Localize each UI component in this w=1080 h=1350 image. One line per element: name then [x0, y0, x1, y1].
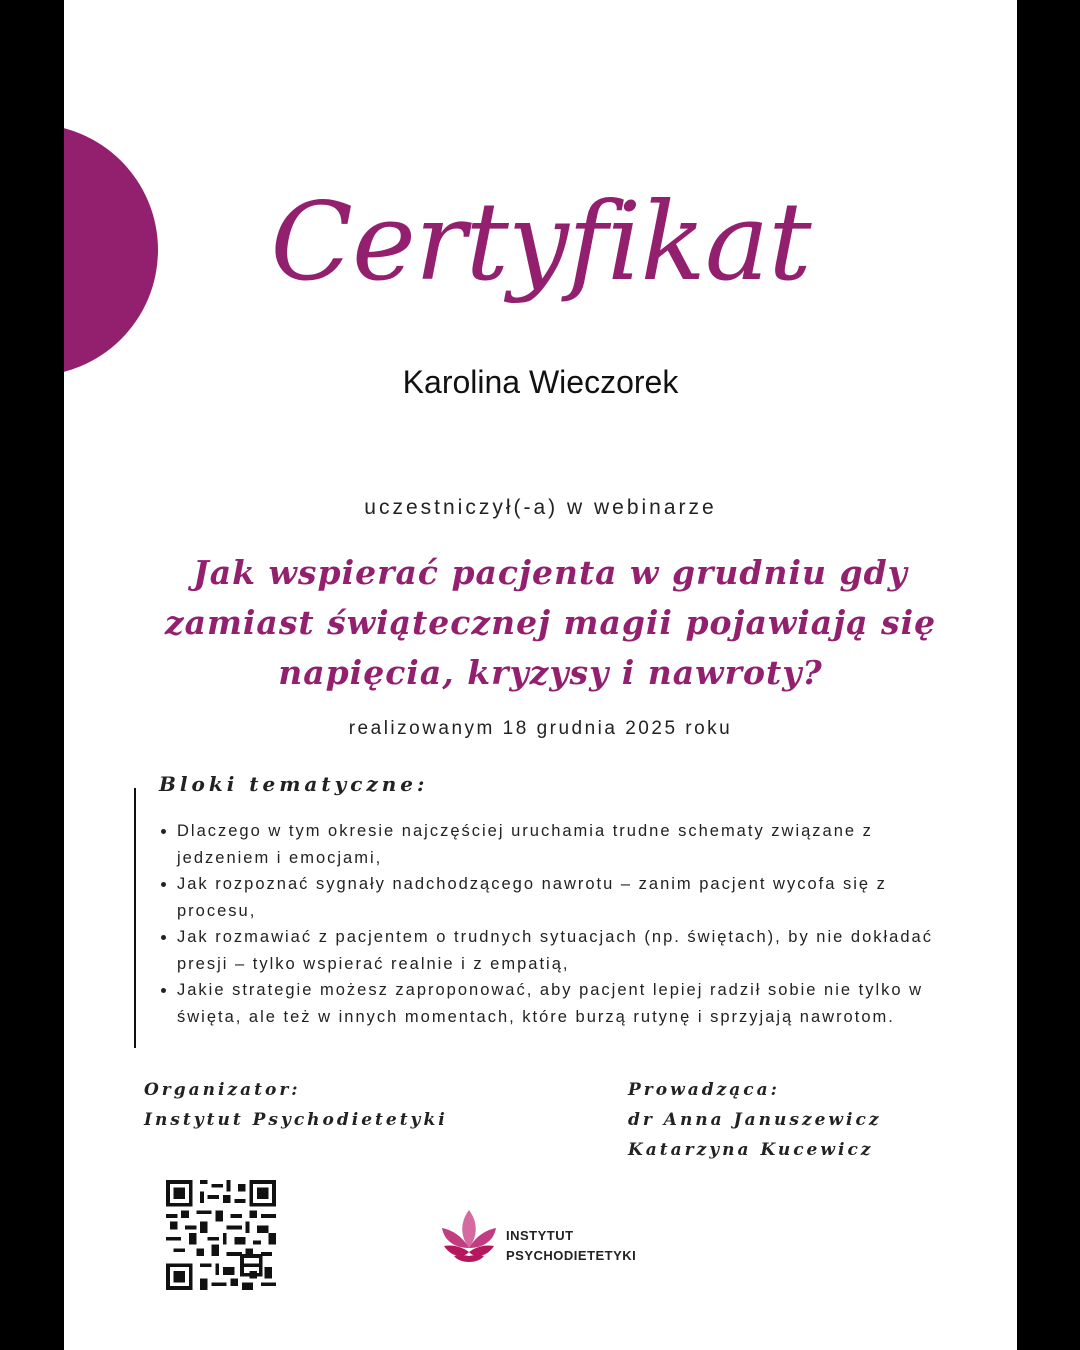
- organizer-name: Instytut Psychodietetyki: [144, 1110, 448, 1130]
- institute-logo: [438, 1206, 668, 1268]
- topics-divider: [134, 788, 136, 1048]
- organizer-block: [144, 1075, 448, 1135]
- lead-name: Katarzyna Kucewicz: [628, 1140, 874, 1160]
- lead-block: [628, 1075, 882, 1165]
- list-item: • Jak rozpoznać sygnały nadchodzącego nawrotu – zanim pacjent wycofa się z procesu,: [177, 871, 947, 924]
- recipient-name: Karolina Wieczorek: [402, 364, 679, 400]
- qr-code-icon[interactable]: [166, 1180, 276, 1290]
- certificate-page: [64, 0, 1017, 1350]
- logo-text: [506, 1226, 636, 1266]
- webinar-date: realizowanym 18 grudnia 2025 roku: [348, 718, 733, 739]
- organizer-label: Organizator:: [144, 1080, 301, 1100]
- webinar-title: Jak wspierać pacjenta w grudniu gdy zamiast świątecznej magii pojawiają się napięcia, kryzysy i nawroty?: [164, 553, 937, 692]
- certificate-title: Certyfikat: [270, 180, 811, 305]
- lotus-icon: [438, 1206, 500, 1268]
- topics-heading: Bloki tematyczne:: [159, 772, 429, 796]
- topics-list: [159, 818, 947, 1030]
- list-item: • Jakie strategie możesz zaproponować, aby pacjent lepiej radził sobie nie tylko w święta, ale też w innych momentach, które burzą rutynę i sprzyjają nawrotom.: [177, 977, 947, 1030]
- participation-text: uczestniczył(-a) w webinarze: [364, 496, 717, 519]
- lead-label: Prowadząca:: [628, 1080, 780, 1100]
- logo-line: PSYCHODIETETYKI: [506, 1248, 637, 1263]
- logo-line: INSTYTUT: [506, 1228, 574, 1243]
- list-item: • Dlaczego w tym okresie najczęściej uruchamia trudne schematy związane z jedzeniem i emocjami,: [177, 818, 947, 871]
- lead-name: dr Anna Januszewicz: [628, 1110, 882, 1130]
- list-item: • Jak rozmawiać z pacjentem o trudnych sytuacjach (np. świętach), by nie dokładać presji – tylko wspierać realnie i z empatią,: [177, 924, 947, 977]
